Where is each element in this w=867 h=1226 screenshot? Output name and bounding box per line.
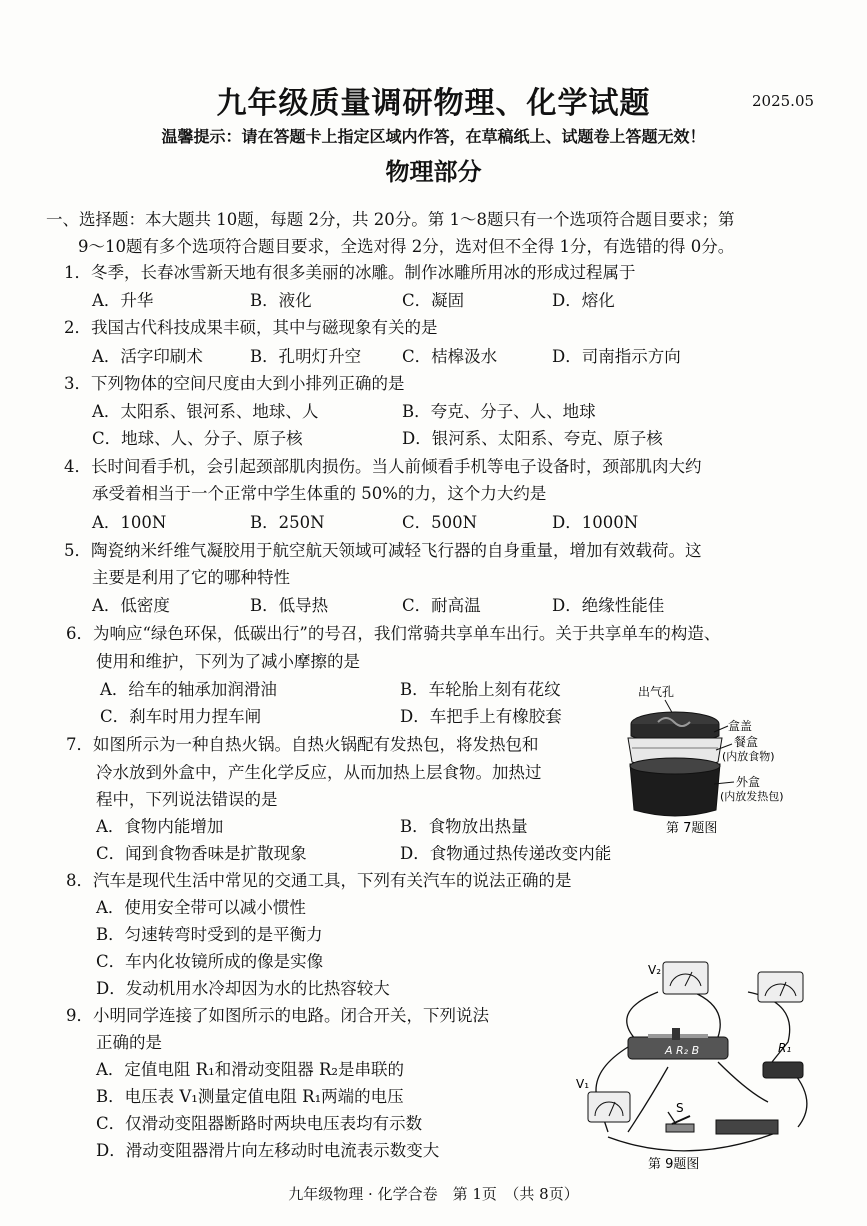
q2-stem: 2．我国古代科技成果丰硕，其中与磁现象有关的是	[64, 318, 438, 337]
q8-option-c: C．车内化妆镜所成的像是实像	[96, 952, 324, 971]
q2-option-d: D．司南指示方向	[552, 347, 681, 366]
q2-option-a: A．活字印刷术	[92, 347, 203, 366]
q6-stem-2: 使用和维护，下列为了减小摩擦的是	[96, 652, 360, 671]
exam-date: 2025.05	[752, 92, 815, 110]
q2-option-b: B．孔明灯升空	[250, 347, 362, 366]
q6-option-a: A．给车的轴承加润滑油	[100, 680, 277, 699]
fig7-label-lid: 盒盖	[728, 719, 753, 733]
q3-option-a: A．太阳系、银河系、地球、人	[92, 402, 319, 421]
intro-line-1: 一、选择题：本大题共 10题，每题 2分，共 20分。第 1～8题只有一个选项符合题目要求；第	[46, 210, 735, 229]
q7-option-a: A．食物内能增加	[96, 817, 224, 836]
q3-option-d: D．银河系、太阳系、夸克、原子核	[402, 429, 663, 448]
q7-stem-3: 程中，下列说法错误的是	[96, 790, 278, 809]
voltmeter-v1	[588, 1092, 630, 1122]
q9-option-c: C．仅滑动变阻器断路时两块电压表均有示数	[96, 1114, 423, 1133]
q5-option-d: D．绝缘性能佳	[552, 596, 665, 615]
notice: 温馨提示：请在答题卡上指定区域内作答，在草稿纸上、试题卷上答题无效！	[161, 127, 706, 146]
voltmeter-v2	[663, 962, 708, 994]
q4-stem-2: 承受着相当于一个正常中学生体重的 50%的力，这个力大约是	[92, 484, 547, 503]
q7-option-d: D．食物通过热传递改变内能	[400, 844, 612, 863]
fig9-label-v1: V₁	[576, 1077, 590, 1091]
q4-stem-1: 4．长时间看手机，会引起颈部肌肉损伤。当人前倾看手机等电子设备时，颈部肌肉大约	[64, 457, 702, 476]
q6-option-d: D．车把手上有橡胶套	[400, 707, 562, 726]
section-title: 物理部分	[385, 157, 482, 186]
q8-option-a: A．使用安全带可以减小惯性	[96, 898, 306, 917]
q1-stem: 1．冬季，长春冰雪新天地有很多美丽的冰雕。制作冰雕所用冰的形成过程属于	[64, 263, 636, 282]
fig7-label-outer: 外盒	[736, 775, 761, 789]
q9-stem-1: 9．小明同学连接了如图所示的电路。闭合开关，下列说法	[66, 1006, 489, 1025]
q5-stem-1: 5．陶瓷纳米纤维气凝胶用于航空航天领域可减轻飞行器的自身重量，增加有效载荷。这	[64, 541, 702, 560]
q7-option-c: C．闻到食物香味是扩散现象	[96, 844, 307, 863]
q5-option-b: B．低导热	[250, 596, 329, 615]
q7-stem-2: 冷水放到外盒中，产生化学反应，从而加热上层食物。加热过	[96, 763, 542, 782]
fig9-label-v2: V₂	[648, 963, 662, 977]
q4-option-d: D．1000N	[552, 513, 639, 532]
q7-option-b: B．食物放出热量	[400, 817, 528, 836]
q9-option-a: A．定值电阻 R₁和滑动变阻器 R₂是串联的	[96, 1060, 404, 1079]
q5-option-a: A．低密度	[92, 596, 170, 615]
fig7-label-vent: 出气孔	[638, 685, 675, 699]
fig9-label-rheostat: A R₂ B	[665, 1044, 700, 1057]
q4-option-c: C．500N	[402, 513, 478, 532]
fig7-label-bowl-note: (内放食物)	[722, 750, 775, 763]
q8-option-d: D．发动机用水冷却因为水的比热容较大	[96, 979, 390, 998]
q3-option-c: C．地球、人、分子、原子核	[92, 429, 303, 448]
fig9-label-r1: R₁	[778, 1041, 792, 1055]
q5-option-c: C．耐高温	[402, 596, 481, 615]
q4-option-b: B．250N	[250, 513, 325, 532]
q8-stem: 8．汽车是现代生活中常见的交通工具，下列有关汽车的说法正确的是	[66, 871, 572, 890]
q7-stem-1: 7．如图所示为一种自热火锅。自热火锅配有发热包，将发热包和	[66, 735, 539, 754]
q1-option-b: B．液化	[250, 291, 312, 310]
q6-stem-1: 6．为响应“绿色环保，低碳出行”的号召，我们常骑共享单车出行。关于共享单车的构造、	[66, 624, 721, 643]
fig9-caption: 第 9题图	[648, 1157, 700, 1172]
figure-7-hotpot	[610, 680, 825, 840]
q1-option-c: C．凝固	[402, 291, 465, 310]
q3-stem: 3．下列物体的空间尺度由大到小排列正确的是	[64, 374, 405, 393]
resistor-r1	[763, 1062, 803, 1078]
page-title: 九年级质量调研物理、化学试题	[216, 86, 651, 121]
ammeter	[758, 972, 803, 1002]
q5-stem-2: 主要是利用了它的哪种特性	[92, 568, 290, 587]
q9-stem-2: 正确的是	[96, 1033, 162, 1052]
battery	[716, 1120, 778, 1134]
fig7-label-bowl: 餐盒	[734, 735, 759, 749]
q1-option-d: D．熔化	[552, 291, 615, 310]
switch-s	[666, 1124, 694, 1132]
q6-option-b: B．车轮胎上刻有花纹	[400, 680, 561, 699]
q3-option-b: B．夸克、分子、人、地球	[402, 402, 596, 421]
fig7-caption: 第 7题图	[666, 821, 718, 836]
q6-option-c: C．刹车时用力捏车闸	[100, 707, 262, 726]
q9-option-d: D．滑动变阻器滑片向左移动时电流表示数变大	[96, 1141, 440, 1160]
q4-option-a: A．100N	[92, 513, 167, 532]
q2-option-c: C．桔槔汲水	[402, 347, 498, 366]
intro-line-2: 9～10题有多个选项符合题目要求，全选对得 2分，选对但不全得 1分，有选错的得 0分。	[78, 237, 735, 256]
figure-9-circuit	[568, 952, 828, 1177]
q1-option-a: A．升华	[92, 291, 154, 310]
q8-option-b: B．匀速转弯时受到的是平衡力	[96, 925, 323, 944]
page-footer: 九年级物理 · 化学合卷 第 1页 （共 8页）	[288, 1185, 579, 1203]
fig9-label-s: S	[676, 1101, 684, 1115]
fig7-label-outer-note: (内放发热包)	[720, 790, 784, 803]
q9-option-b: B．电压表 V₁测量定值电阻 R₁两端的电压	[96, 1087, 404, 1106]
